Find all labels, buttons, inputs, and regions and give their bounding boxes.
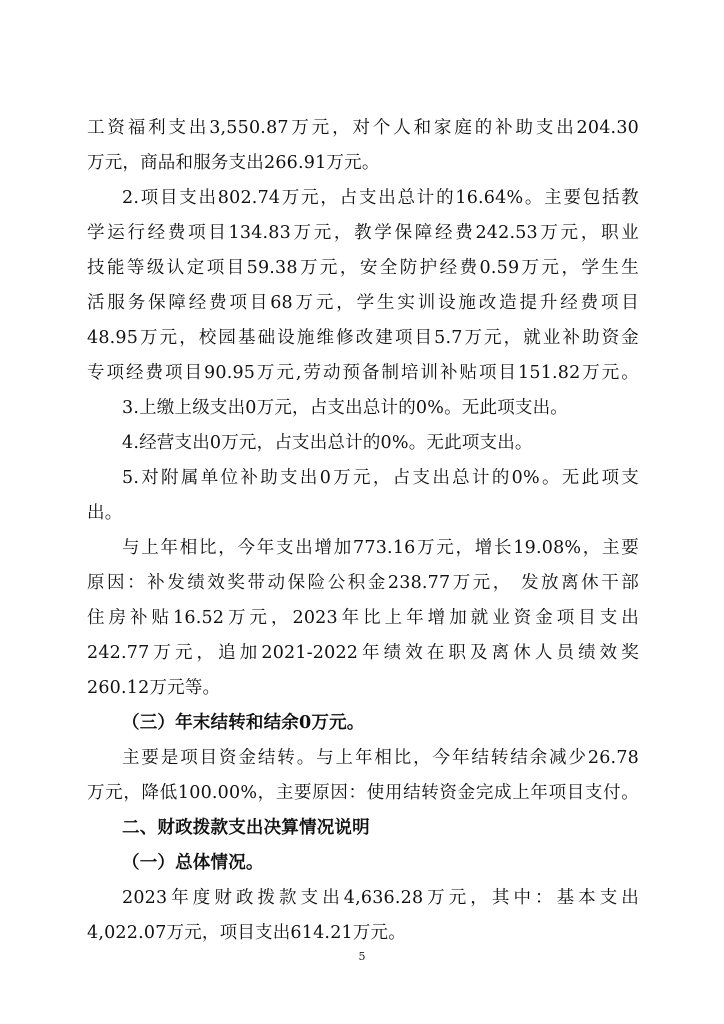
paragraph-line: 万元，商品和服务支出266.91万元。 xyxy=(87,153,380,173)
paragraph-line: 住房补贴16.52万元，2023年比上年增加就业资金项目支出 xyxy=(87,608,639,628)
section-heading: （三）年末结转和结余0万元。 xyxy=(122,713,365,733)
paragraph-line: 48.95万元，校园基础设施维修改建项目5.7万元，就业补助资金 xyxy=(87,328,639,348)
page-number: 5 xyxy=(358,950,366,963)
paragraph-line: 与上年相比，今年支出增加773.16万元，增长19.08%，主要 xyxy=(122,538,639,558)
paragraph-line: 2.项目支出802.74万元，占支出总计的16.64%。主要包括教 xyxy=(122,188,639,208)
paragraph-line: 2023年度财政拨款支出4,636.28万元，其中：基本支出 xyxy=(122,888,639,908)
paragraph-line: 260.12万元等。 xyxy=(87,678,221,698)
section-heading: 二、财政拨款支出决算情况说明 xyxy=(122,818,370,838)
paragraph-line: 万元，降低100.00%，主要原因：使用结转资金完成上年项目支付。 xyxy=(87,783,639,803)
paragraph-line: 3.上缴上级支出0万元，占支出总计的0%。无此项支出。 xyxy=(122,398,568,418)
paragraph-line: 学运行经费项目134.83万元，教学保障经费242.53万元，职业 xyxy=(87,223,639,243)
paragraph-line: 5.对附属单位补助支出0万元，占支出总计的0%。无此项支 xyxy=(122,468,639,488)
document-body xyxy=(87,111,639,951)
paragraph-line: 242.77万元，追加2021-2022年绩效在职及离休人员绩效奖 xyxy=(87,643,639,663)
paragraph-line: 出。 xyxy=(87,503,123,523)
paragraph-line: 工资福利支出3,550.87万元，对个人和家庭的补助支出204.30 xyxy=(87,118,639,138)
paragraph-line: 技能等级认定项目59.38万元，安全防护经费0.59万元，学生生 xyxy=(87,258,639,278)
paragraph-line: 活服务保障经费项目68万元，学生实训设施改造提升经费项目 xyxy=(87,293,639,313)
paragraph-line: 4.经营支出0万元，占支出总计的0%。无此项支出。 xyxy=(122,433,533,453)
section-heading: （一）总体情况。 xyxy=(122,853,264,873)
paragraph-line: 主要是项目资金结转。与上年相比，今年结转结余减少26.78 xyxy=(122,748,639,768)
paragraph-line: 4,022.07万元，项目支出614.21万元。 xyxy=(87,923,406,943)
paragraph-line: 专项经费项目90.95万元,劳动预备制培训补贴项目151.82万元。 xyxy=(87,363,639,383)
paragraph-line: 原因：补发绩效奖带动保险公积金238.77万元， 发放离休干部 xyxy=(87,573,639,593)
